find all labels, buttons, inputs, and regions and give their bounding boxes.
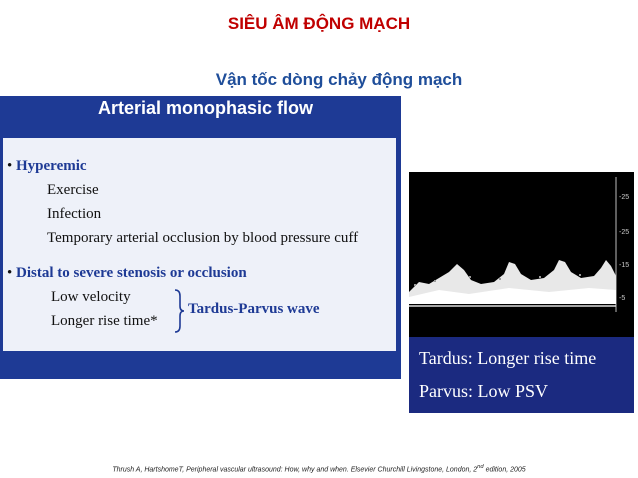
parvus-caption: Parvus: Low PSV [419, 381, 549, 401]
distal-item: Low velocity [51, 289, 131, 305]
doppler-waveform-image [409, 172, 634, 337]
bullet-distal [7, 265, 247, 282]
rise-time-footnote: * Rise time: time between beginning of systole & peak systole [50, 457, 325, 469]
scale-tick-label: -15 [619, 262, 630, 269]
panel-title: Arterial monophasic flow [97, 98, 314, 118]
scale-tick-label: -25 [619, 229, 630, 236]
bullet-dot: • [7, 265, 17, 281]
scale-tick-label: -25 [619, 194, 630, 201]
scale-tick-label: -5 [619, 295, 626, 302]
distal-heading: Distal to severe stenosis or occlusion [16, 265, 247, 281]
brace-icon [173, 288, 185, 334]
tardus-caption: Tardus: Longer rise time [419, 348, 597, 368]
doppler-waveform-icon [409, 172, 634, 337]
hyperemic-item: Infection [47, 206, 102, 222]
bullet-hyperemic [7, 158, 87, 175]
panel-content [3, 138, 396, 351]
slide-subtitle: Vận tốc dòng chảy động mạch [215, 70, 463, 89]
bullet-dot: • [7, 158, 17, 174]
reference-citation [0, 464, 638, 473]
hyperemic-item: Exercise [47, 182, 99, 198]
slide-title: SIÊU ÂM ĐỘNG MẠCH [227, 14, 411, 33]
citation-superscript: nd [477, 464, 484, 470]
doppler-figure [409, 172, 634, 413]
tardus-parvus-label: Tardus-Parvus wave [188, 301, 320, 317]
hyperemic-heading: Hyperemic [16, 158, 87, 174]
monophasic-flow-panel [0, 96, 401, 469]
hyperemic-item: Temporary arterial occlusion by blood pressure cuff [47, 230, 359, 246]
citation-text: Thrush A, HartshomeT, Peripheral vascular ultrasound: How, why and when. Elsevier Churchill Livingstone, London, 2 [112, 466, 478, 474]
distal-item: Longer rise time* [51, 313, 158, 329]
citation-tail: edition, 2005 [483, 466, 526, 474]
